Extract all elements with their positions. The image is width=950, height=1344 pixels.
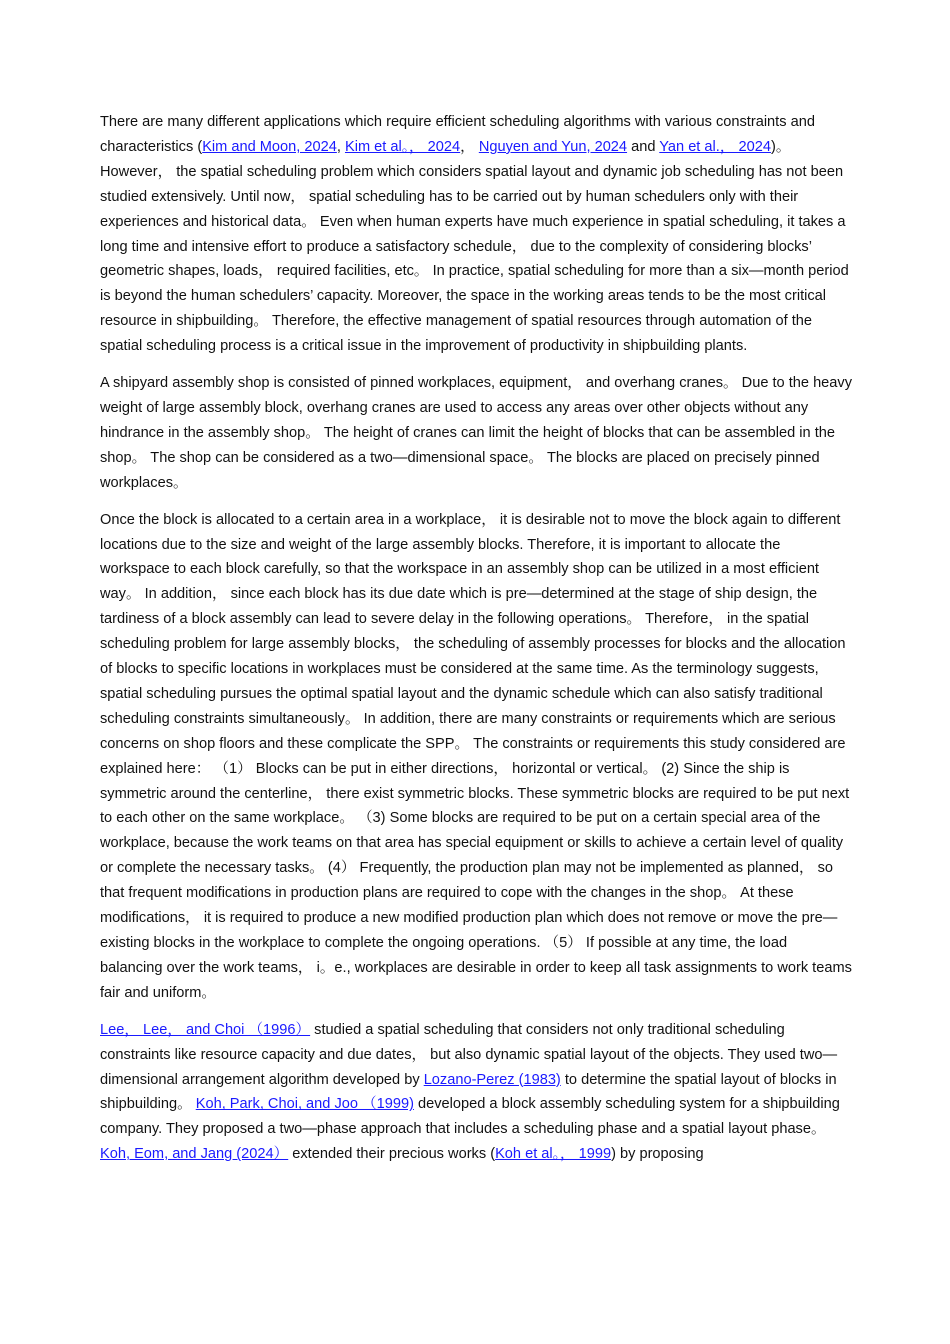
text-segment: , bbox=[336, 138, 345, 155]
text-segment: and bbox=[627, 138, 660, 155]
text-segment: ) by proposing bbox=[611, 1146, 704, 1163]
citation-link[interactable]: Koh, Eom, and Jang (2024） bbox=[100, 1146, 289, 1163]
citation-link[interactable]: Lee， Lee， and Choi （1996） bbox=[100, 1021, 311, 1038]
document-page bbox=[100, 110, 852, 1179]
citation-link[interactable]: Lozano-Perez (1983) bbox=[423, 1071, 561, 1088]
citation-link[interactable]: Koh et al。， 1999 bbox=[495, 1146, 612, 1163]
text-segment: )。 However， the spatial scheduling problem which considers spatial layout and dynamic job scheduling has not been studied extensively. Until now， spatial scheduling has to be carried out by human schedulers only with their experiences and historical data。 Even when human experts have much experience in spatial scheduling, it takes a long time and intensive effort to produce a satisfactory schedule， due to the complexity of considering blocks’ geometric shapes, loads， required facilities, etc。 In practice, spatial scheduling for more than a six—month period is beyond the human schedulers’ capacity. Moreover, the space in the working areas tends to be the most critical resource in shipbuilding。 Therefore, the effective management of spatial resources through automation of the spatial scheduling process is a critical issue in the improvement of productivity in shipbuilding plants. bbox=[100, 138, 849, 355]
citation-link[interactable]: Koh, Park, Choi, and Joo （1999) bbox=[195, 1096, 414, 1113]
citation-link[interactable]: Nguyen and Yun, 2024 bbox=[478, 138, 628, 155]
text-segment: studied a spatial scheduling that considers not only traditional scheduling constraints like resource capacity and due dates， but also dynamic spatial layout of the objects. They used two—dimensional arrangement algorithm developed by bbox=[100, 1021, 838, 1088]
citation-link[interactable]: Kim et al。， 2024 bbox=[344, 138, 461, 155]
text-segment: to determine the spatial layout of blocks in shipbuilding。 bbox=[100, 1071, 837, 1113]
text-segment: ， bbox=[460, 138, 479, 155]
text-segment: A shipyard assembly shop is consisted of pinned workplaces, equipment， and overhang cranes。 Due to the heavy weight of large assembly block, overhang cranes are used to access any areas over other objects without any hindrance in the assembly shop。 The height of cranes can limit the height of blocks that can be assembled in the shop。 The shop can be considered as a two—dimensional space。 The blocks are placed on precisely pinned workplaces。 bbox=[100, 375, 853, 491]
paragraph bbox=[100, 1018, 852, 1167]
text-segment: Once the block is allocated to a certain area in a workplace， it is desirable not to move the block again to different locations due to the size and weight of the large assembly blocks. Therefore, it is important to allocate the workspace to each block carefully, so that the workspace in an assembly shop can be utilized in a most efficient way。 In addition， since each block has its due date which is pre—determined at the stage of ship design, the tardiness of a block assembly can lead to severe delay in the following operations。 Therefore， in the spatial scheduling problem for large assembly blocks， the scheduling of assembly processes for blocks and the allocation of blocks to specific locations in workplaces must be considered at the same time. As the terminology suggests, spatial scheduling pursues the optimal spatial layout and the dynamic schedule which can also satisfy traditional scheduling constraints simultaneously。 In addition, there are many constraints or requirements which are serious concerns on shop floors and these complicate the SPP。 The constraints or requirements this study considered are explained here： （1） Blocks can be put in either directions， horizontal or vertical。 (2) Since the ship is symmetric around the centerline， there exist symmetric blocks. These symmetric blocks are required to be put next to each other on the same workplace。 （3) Some blocks are required to be put on a certain special area of the workplace, because the work teams on that area has special equipment or skills to achieve a certain level of quality or complete the necessary tasks。 (4） Frequently, the production plan may not be implemented as planned， so that frequent modifications in production plans are required to cope with the changes in the shop。 At these modifications， it is required to produce a new modified production plan which does not remove or move the pre—existing blocks in the workplace to complete the ongoing operations. （5） If possible at any time, the load balancing over the work teams， i。e., workplaces are desirable in order to keep all task assignments to work teams fair and uniform。 bbox=[100, 511, 852, 1001]
paragraph bbox=[100, 110, 852, 359]
text-segment: developed a block assembly scheduling system for a shipbuilding company. They proposed a two—phase approach that includes a scheduling phase and a spatial layout phase。 bbox=[100, 1096, 840, 1138]
paragraph bbox=[100, 508, 852, 1006]
text-segment: There are many different applications which require efficient scheduling algorithms with various constraints and characteristics ( bbox=[100, 114, 815, 155]
citation-link[interactable]: Yan et al.， 2024 bbox=[659, 138, 771, 155]
text-segment: extended their precious works ( bbox=[288, 1146, 496, 1163]
citation-link[interactable]: Kim and Moon, 2024 bbox=[202, 138, 337, 155]
paragraph bbox=[100, 371, 852, 496]
